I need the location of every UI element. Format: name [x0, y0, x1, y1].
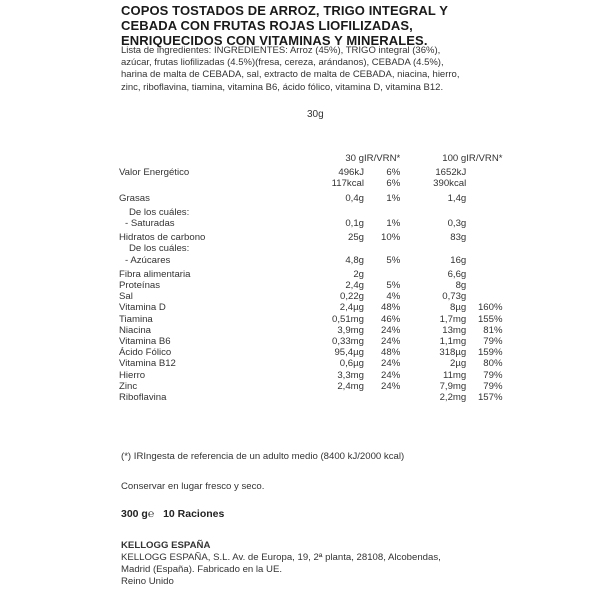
ir-per-30g: 24% [381, 369, 401, 381]
value-per-30g: 2,4g [345, 280, 364, 292]
value-per-100g: 390kcal [433, 178, 467, 190]
value-per-30g: 0,4g [345, 192, 364, 204]
ir-per-100g: 79% [483, 336, 503, 348]
value-per-30g: 2,4µg [339, 302, 364, 314]
ir-per-30g: 24% [381, 324, 401, 336]
nutrition-row [119, 347, 503, 358]
nutrient-label: Vitamina B12 [119, 358, 176, 370]
ir-per-30g: 1% [386, 218, 401, 230]
manufacturer-address: KELLOGG ESPAÑA, S.L. Av. de Europa, 19, 2ª planta, 28108, Alcobendas, Madrid (España). Fabricado en la UE. [121, 552, 441, 575]
ir-per-30g: 4% [386, 291, 401, 303]
value-per-100g: 0,3g [447, 218, 467, 230]
ir-per-30g: 10% [381, 232, 401, 244]
ir-per-100g [466, 243, 502, 254]
value-per-100g: 0,73g [442, 291, 467, 303]
nutrition-row [119, 392, 503, 403]
nutrient-label: Grasas [119, 192, 150, 204]
nutrition-row [119, 325, 503, 336]
package-weight [121, 508, 224, 520]
value-per-30g: 0,1g [345, 218, 364, 230]
ir-per-30g: 5% [386, 280, 401, 292]
ir-per-30g: 24% [381, 380, 401, 392]
value-per-100g: 8µg [450, 302, 467, 314]
value-per-100g: 16g [450, 254, 467, 266]
ir-per-100g: 81% [483, 324, 503, 336]
ir-per-100g [466, 255, 502, 266]
ir-per-100g: 79% [483, 369, 503, 381]
manufacturer-address-block [121, 552, 461, 588]
nutrient-label: Fibra alimentaria [119, 268, 191, 280]
ir-per-100g: 157% [477, 392, 503, 404]
ir-per-100g: 160% [477, 302, 503, 314]
value-per-30g: 95,4µg [334, 347, 364, 359]
nutrient-label: - Saturadas [125, 218, 175, 230]
ir-per-30g: 1% [386, 192, 401, 204]
value-per-100g: 13mg [442, 324, 467, 336]
value-per-100g [400, 243, 466, 254]
nutrition-row [119, 207, 503, 218]
nutrition-row [119, 280, 503, 291]
nutrient-label: Niacina [119, 324, 151, 336]
nutrient-label: Hierro [119, 369, 146, 381]
header-30g: 30 g [345, 153, 364, 164]
manufacturer-country: Reino Unido [121, 576, 174, 587]
serving-size: 30g [307, 109, 324, 120]
nutrition-row [119, 243, 503, 254]
nutrient-label: De los cuáles: [129, 243, 190, 255]
header-100g: 100 g [442, 153, 467, 164]
ir-per-100g [466, 232, 502, 243]
ir-per-100g [466, 218, 502, 229]
value-per-30g: 0,6µg [339, 358, 364, 370]
value-per-30g: 3,3mg [337, 369, 364, 381]
ir-per-100g [466, 269, 502, 280]
ir-per-100g [466, 193, 502, 204]
ir-per-100g [466, 280, 502, 291]
ir-per-30g: 48% [381, 347, 401, 359]
value-per-30g: 0,51mg [332, 313, 364, 325]
value-per-100g: 7,9mg [439, 380, 467, 392]
ir-per-30g: 6% [386, 178, 401, 190]
value-per-30g: 117kcal [331, 178, 364, 190]
nutrition-row [119, 232, 503, 243]
nutrition-row [119, 269, 503, 280]
nutrition-row [119, 302, 503, 313]
header-ir-30g: IR/VRN* [364, 153, 401, 164]
nutrition-table [119, 153, 503, 403]
nutrient-label: Ácido Fólico [119, 347, 172, 359]
ir-per-30g [364, 243, 400, 254]
value-per-30g: 496kJ [338, 167, 364, 179]
value-per-30g [319, 243, 364, 254]
nutrient-label: Riboflavina [119, 392, 167, 404]
ir-per-100g: 155% [477, 313, 503, 325]
value-per-30g: 2g [353, 268, 364, 280]
ir-per-100g: 79% [483, 380, 503, 392]
nutrient-label: Vitamina B6 [119, 336, 171, 348]
nutrition-row [119, 255, 503, 266]
nutrition-row [119, 178, 503, 189]
value-per-100g: 83g [450, 232, 467, 244]
value-per-30g: 25g [347, 232, 364, 244]
nutrient-label: Sal [119, 291, 133, 303]
nutrient-label [119, 178, 319, 189]
value-per-30g: 3,9mg [337, 324, 364, 336]
value-per-30g [319, 207, 364, 218]
value-per-100g: 1,1mg [439, 336, 467, 348]
reference-intake-footnote: (*) IRIngesta de referencia de un adulto medio (8400 kJ/2000 kcal) [121, 451, 405, 462]
nutrition-row [119, 381, 503, 392]
value-per-100g: 1,4g [447, 192, 467, 204]
ingredients-list: Lista de ingredientes: INGREDIENTES: Arroz (45%), TRIGO integral (36%), azúcar, frutas liofilizadas (4.5%)(fresa, cereza, arándanos), CEBADA (4.5%), harina de malta de CEBADA, sal, extracto de malta de CEBADA, niacina, hierro, zinc, riboflavina, tiamina, vitamina B6, ácido fólico, vitamina D, vitamina B12. [121, 45, 460, 93]
value-per-100g: 2µg [450, 358, 467, 370]
nutrition-row [119, 358, 503, 369]
storage-instructions: Conservar en lugar fresco y seco. [121, 481, 265, 492]
ir-per-30g: 46% [381, 313, 401, 325]
value-per-30g [319, 392, 364, 403]
ir-per-100g [466, 167, 502, 178]
ir-per-100g: 159% [477, 347, 503, 359]
ir-per-30g: 5% [386, 254, 401, 266]
net-weight: 300 g℮ [121, 508, 155, 520]
nutrient-label: Tiamina [119, 313, 153, 325]
ir-per-30g [364, 392, 400, 403]
value-per-100g: 318µg [439, 347, 467, 359]
value-per-100g: 6,6g [447, 268, 467, 280]
nutrition-row [119, 218, 503, 229]
portions-count: 10 Raciones [163, 508, 225, 520]
ir-per-100g [466, 207, 502, 218]
value-per-100g: 1,7mg [439, 313, 467, 325]
nutrient-label: Hidratos de carbono [119, 232, 206, 244]
ir-per-100g: 80% [483, 358, 503, 370]
value-per-100g: 11mg [442, 369, 467, 381]
product-title: COPOS TOSTADOS DE ARROZ, TRIGO INTEGRAL Y CEBADA CON FRUTAS ROJAS LIOFILIZADAS, ENRIQUECIDOS CON VITAMINAS Y MINERALES. [121, 3, 448, 48]
nutrient-label: Vitamina D [119, 302, 166, 314]
value-per-30g: 2,4mg [337, 380, 364, 392]
ir-per-30g: 6% [386, 167, 401, 179]
ir-per-30g: 24% [381, 358, 401, 370]
value-per-100g [400, 207, 466, 218]
nutrition-header-row [119, 153, 503, 164]
header-label [119, 153, 319, 164]
nutrition-row [119, 167, 503, 178]
ir-per-30g: 24% [381, 336, 401, 348]
nutrition-row [119, 291, 503, 302]
ir-per-30g: 48% [381, 302, 401, 314]
value-per-100g: 2,2mg [439, 392, 467, 404]
nutrient-label: Proteínas [119, 280, 161, 292]
nutrition-row [119, 193, 503, 204]
ir-per-30g [364, 269, 400, 280]
nutrition-row [119, 370, 503, 381]
nutrient-label: Valor Energético [119, 167, 190, 179]
manufacturer-name: KELLOGG ESPAÑA [121, 540, 211, 551]
nutrition-row [119, 336, 503, 347]
value-per-30g: 0,22g [339, 291, 364, 303]
nutrition-row [119, 314, 503, 325]
nutrient-label: De los cuáles: [129, 206, 190, 218]
nutrient-label: Zinc [119, 380, 138, 392]
value-per-30g: 0,33mg [332, 336, 364, 348]
value-per-30g: 4,8g [345, 254, 364, 266]
header-ir-100g: IR/VRN* [466, 153, 503, 164]
ir-per-30g [364, 207, 400, 218]
ir-per-100g [466, 178, 502, 189]
value-per-100g: 1652kJ [435, 167, 467, 179]
ir-per-100g [466, 291, 502, 302]
nutrient-label: - Azúcares [125, 254, 171, 266]
value-per-100g: 8g [455, 280, 467, 292]
